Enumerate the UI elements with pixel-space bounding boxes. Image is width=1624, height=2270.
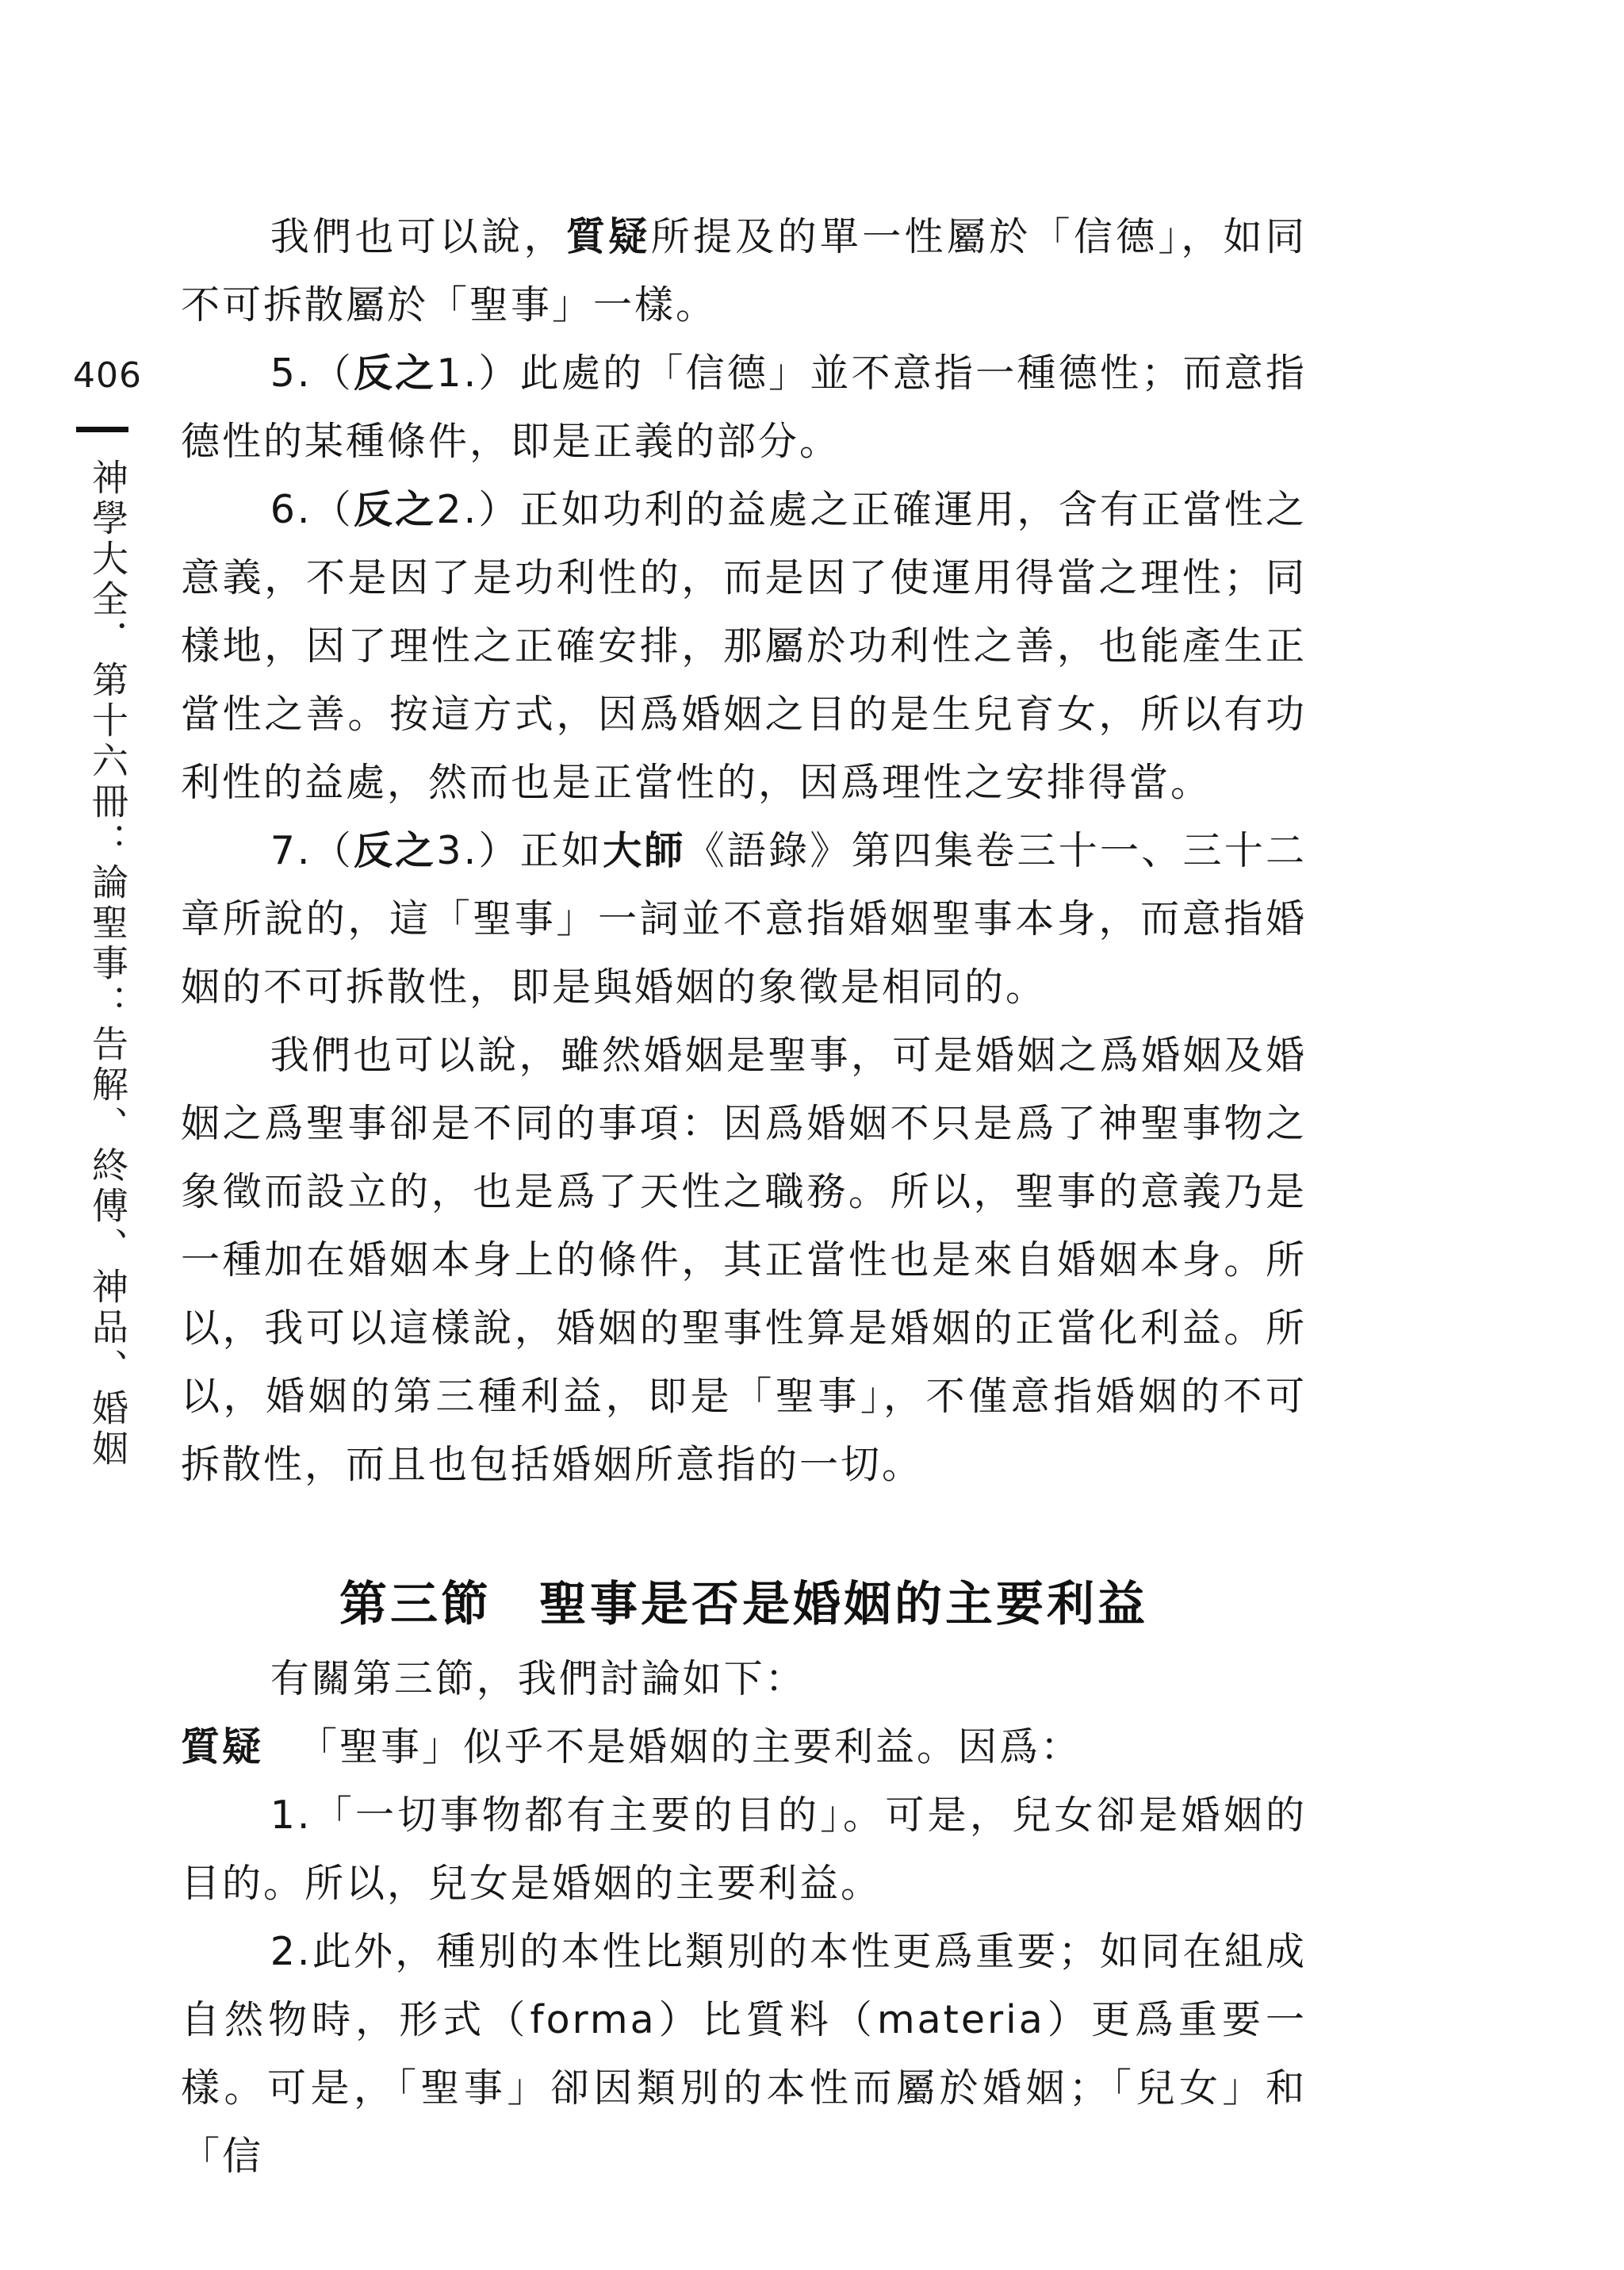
- section-intro: 有關第三節，我們討論如下：: [270, 1656, 806, 1701]
- main-text: [181, 203, 1307, 2191]
- objection-label: 質疑: [181, 1724, 264, 1770]
- paragraph-reply-5: 5.（反之1.）此處的「信德」並不意指一種德性；而意指德性的某種條件，即是正義的部分。: [181, 351, 1307, 464]
- bold-term: 大師: [603, 828, 686, 873]
- objection-2: 2.此外，種別的本性比類別的本性更爲重要；如同在組成自然物時，形式（forma）比質料（materia）更爲重要一樣。可是，「聖事」卻因類別的本性而屬於婚姻；「兒女」和「信: [181, 1929, 1307, 2179]
- bold-term: 反之: [353, 487, 437, 532]
- objection-line: [181, 1713, 1307, 1781]
- section-heading: [181, 1569, 1307, 1640]
- paragraph-reply-7: 7.（反之3.）正如大師《語錄》第四集卷三十一、三十二章所說的，這「聖事」一詞並不意指婚姻聖事本身，而意指婚姻的不可拆散性，即是與婚姻的象徵是相同的。: [181, 828, 1307, 1010]
- paragraph-reply-summary: 我們也可以說，質疑所提及的單一性屬於「信德」，如同不可拆散屬於「聖事」一樣。: [181, 214, 1307, 328]
- paragraph-reply-6: 6.（反之2.）正如功利的益處之正確運用，含有正當性之意義，不是因了是功利性的，而是因了使運用得當之理性；同樣地，因了理性之正確安排，那屬於功利性之善，也能產生正當性之善。按這方式，因爲婚姻之目的是生兒育女，所以有功利性的益處，然而也是正當性的，因爲理性之安排得當。: [181, 487, 1307, 805]
- paragraph-sacrament: 我們也可以說，雖然婚姻是聖事，可是婚姻之爲婚姻及婚姻之爲聖事卻是不同的事項：因爲婚姻不只是爲了神聖事物之象徵而設立的，也是爲了天性之職務。所以，聖事的意義乃是一種加在婚姻本身上的條件，其正當性也是來自婚姻本身。所以，我可以這樣說，婚姻的聖事性算是婚姻的正當化利益。所以，婚姻的第三種利益，即是「聖事」，不僅意指婚姻的不可拆散性，而且也包括婚姻所意指的一切。: [181, 1033, 1307, 1487]
- bold-term: 質疑: [565, 214, 651, 259]
- running-head: 神學大全．第十六冊：論聖事：告解、終傅、神品、婚姻: [86, 458, 129, 1470]
- margin-rule: [76, 427, 128, 432]
- objection-1: 1.「一切事物都有主要的目的」。可是，兒女卻是婚姻的目的。所以，兒女是婚姻的主要利益。: [181, 1793, 1307, 1906]
- page-number: 406: [73, 355, 142, 396]
- bold-term: 反之: [353, 828, 437, 873]
- section-number: 第三節: [339, 1577, 492, 1632]
- bold-term: 反之: [353, 351, 437, 396]
- objection-text: 「聖事」似乎不是婚姻的主要利益。因爲：: [298, 1724, 1082, 1770]
- section-title: 聖事是否是婚姻的主要利益: [539, 1577, 1148, 1632]
